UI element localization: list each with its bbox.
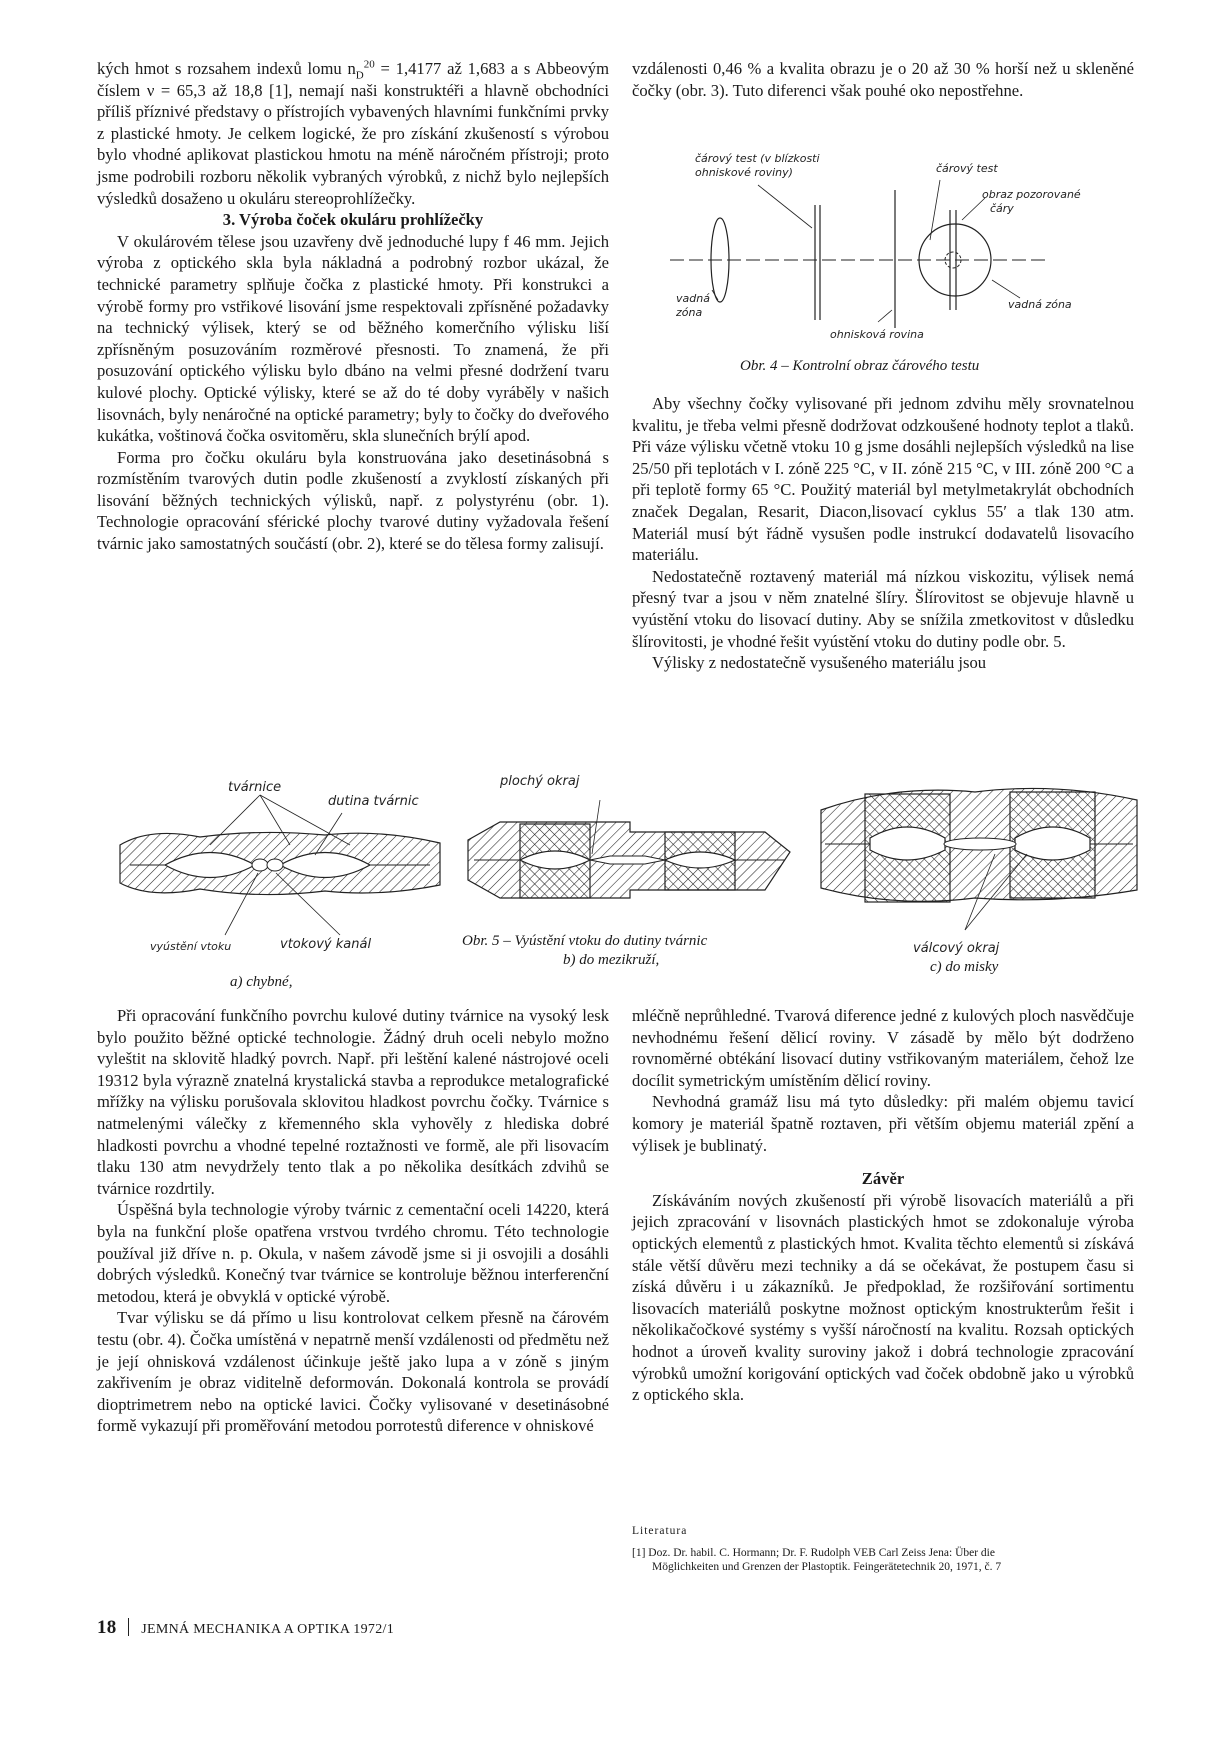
fig4-label-zone-left: vadná <box>676 292 710 305</box>
paragraph: vzdálenosti 0,46 % a kvalita obrazu je o 20 až 30 % horší než u skleněné čočky (obr. 3). Tuto diferenci však pouhé oko nepostřehne. <box>632 59 1134 100</box>
paragraph: Aby všechny čočky vylisované při jednom zdvihu měly srovnatelnou kvalitu, je třeba velmi přesně dodržovat odzkoušené hodnoty teplot a tlaků. Při váze výlisku včetně vtoku 10 g jsme dosáhli nejlepších výsledků na lise 25/50 při teplotách v I. zóně 225 °C, v II. zóně 215 °C, v III. zóně 200 °C a při teplotě formy 65 °C. Použitý materiál byl metylmetakrylát obchodních značek Degalan, Resarit, Diacon,lisovací cyklus 55′ a tlak 130 atm. Materiál musí být řádně vysušen podle instrukcí dodavatelů lisovacího materiálu. <box>632 394 1134 565</box>
page-number: 18 <box>97 1617 117 1638</box>
paragraph: Forma pro čočku okuláru byla konstruována jako desetinásobná s rozmístěním tvarových dutin podle zkušeností a zvyklostí získaných při lisování běžných technických výlisků, např. z polystyrénu (obr. 1). Technologie opracování sférické plochy tvarové dutiny vyžadovala řešení tvárnic jako samostatných součástí (obr. 2), které se do tělesa formy zalisují. <box>97 447 609 554</box>
reference-item-line2: Möglichkeiten und Grenzen der Plastoptik. Feingerätetechnik 20, 1971, č. 7 <box>652 1561 1002 1573</box>
fig5a-label-vyusteni: vyústění vtoku <box>150 940 232 953</box>
fig4-label-test-focus-2: ohniskové roviny) <box>695 166 793 179</box>
figure-5b-diagram <box>460 774 800 920</box>
paragraph: Při opracování funkčního povrchu kulové dutiny tvárnice na vysoký lesk bylo použito běžné optické technologie. Žádný druh oceli nebylo možno vyleštit na sklovitě hladký povrch. Např. při leštění kalené nástrojové oceli 19312 byla výrazně znatelná krystalická stavba a reprodukce metalografické mřížky na výlisku porušovala sklovitou hladkost povrchu čočky. Tvárnice s natmelenými válečky z křemenného skla vyhověly z hlediska dobré hladkosti povrchu a vhodné tepelné roztažnosti ve formě, ale při lisovacím tlaku 130 atm nevydržely tento tlak a po několika desítkách zdvihů se tvárnice rozdrtily. <box>97 1006 609 1198</box>
paragraph: Tvar výlisku se dá přímo u lisu kontrolovat celkem přesně na čárovém testu (obr. 4). Čočka umístěná v nepatrně menší vzdálenosti od předmětu než je její ohnisková vzdálenost účinkuje ještě jako lupa a v zóně s jiným zakřivením je obraz viditelně deformován. Dokonalá kontrola se provádí dioptrimetrem nebo na optické lavici. Čočky vylisované v desetinásobné formě vykazují při proměřování metodou porrotestů diference v ohniskové <box>97 1308 609 1436</box>
paragraph: Nedostatečně roztavený materiál má nízkou viskozitu, výlisek nemá přesný tvar a jsou v něm znatelné šlíry. Šlírovitost se objevuje hlavně u vyústění vtoku do lisovací dutiny. Aby se snížila zmetkovitost v důsledku šlírovitosti, je vhodné řešit vyústění vtoku do dutiny podle obr. 5. <box>632 566 1134 651</box>
references <box>632 1524 1142 1574</box>
figure-4-caption: Obr. 4 – Kontrolní obraz čárového testu <box>740 358 980 374</box>
paragraph: Získáváním nových zkušeností při výrobě lisovacích materiálů a při jejich zpracování v lisovnách plastických hmot se zdokonaluje výroba optických elementů z plastických hmot. Kvalita těchto elementů si získává stále větší důvěru mezi techniky a dá se očekávat, že postupem času si získá důvěru i u zákazníků. Je předpoklad, že rozšiřování sortimentu lisovacích materiálů poskytne možnost optickým knostrukterům řešit i několikačočkové systémy s vyšší náročností na kvalitu. Rozsah optických hodnot a úroveň kvality suroviny jakož i dobrá technologie zpracování výrobků umožní korigování optických vad čoček obdobně jako u výrobků z optického skla. <box>632 1190 1134 1405</box>
fig5c-label-valcovy: válcový okraj <box>913 941 1000 956</box>
section-heading: 3. Výroba čoček okuláru prohlížečky <box>222 210 484 230</box>
fig4-label-plane: ohnisková rovina <box>830 328 924 341</box>
figure-4-diagram <box>640 150 1081 350</box>
footer-divider <box>128 1618 129 1636</box>
paragraph: mléčně neprůhledné. Tvarová diference jedné z kulových ploch nasvědčuje nevhodnému řešení dělicí roviny. V zásadě by mělo být dodrženo rovnoměrné obtékání lisovací dutiny vstřikovaným materiálem, čehož lze docílit symetrickým umístěním dělicí roviny. <box>632 1006 1134 1090</box>
left-column-top <box>97 58 609 555</box>
left-column-bottom <box>97 1005 609 1437</box>
right-column-bottom <box>632 1005 1134 1406</box>
reference-item-line1: [1] Doz. Dr. habil. C. Hormann; Dr. F. Rudolph VEB Carl Zeiss Jena: Über die <box>632 1547 995 1559</box>
fig5b-label-plochy: plochý okraj <box>500 774 580 789</box>
right-column-top <box>632 58 1134 101</box>
fig5a-label-kanal: vtokový kanál <box>280 937 372 952</box>
figure-5c-diagram <box>815 770 1145 970</box>
figure-5a-caption: a) chybné, <box>230 974 293 990</box>
paragraph: Nevhodná gramáž lisu má tyto důsledky: při malém objemu tavicí komory je materiál špatně roztaven, při větším objemu materiál zpění a výlisek je bublinatý. <box>632 1092 1134 1155</box>
fig4-label-image: obraz pozorované <box>982 188 1081 201</box>
fig5a-label-tvarnice: tvárnice <box>228 780 282 795</box>
fig4-label-zone-left-2: zóna <box>676 306 703 319</box>
page-footer <box>97 1617 394 1639</box>
fig4-label-test: čárový test <box>936 162 998 175</box>
references-heading: Literatura <box>632 1525 688 1537</box>
paragraph: Výlisky z nedostatečně vysušeného materiálu jsou <box>652 653 987 673</box>
paragraph: kých hmot s rozsahem indexů lomu $n_D^{20} = 1,4177$ až 1,683 a s Abbeovým číslem ν = 65,3 až 18,8 [1], nemají naši konstruktéři a hlavně obchodníci příliš příznivé představy o přístrojích vybavených hlavními funkčními prvky z plastické hmoty. Je celkem logické, že pro získání zkušeností s výrobou bylo vhodné aplikovat plastickou hmotu na méně náročném přístroji; proto jsme podrobili rozboru několik vybraných výrobků, z nichž bylo nejlepších výsledků dosaženo u okuláru stereoprohlížečky. <box>97 58 609 208</box>
fig4-label-image-2: čáry <box>990 202 1014 215</box>
journal-name: JEMNÁ MECHANIKA A OPTIKA 1972/1 <box>141 1622 394 1637</box>
right-column-middle <box>632 393 1134 674</box>
figure-5-main-caption: Obr. 5 – Vyústění vtoku do dutiny tvárnic <box>462 933 708 949</box>
figure-5a-diagram <box>110 780 450 985</box>
fig5a-label-dutina: dutina tvárnic <box>328 794 419 809</box>
paragraph: V okulárovém tělese jsou uzavřeny dvě jednoduché lupy f 46 mm. Jejich výroba z optického skla byla nákladná a podrobný rozbor ukázal, že technické parametry splňuje čočka z plastické hmoty. Při konstrukci a výrobě formy pro vstřikové lisování jsme respektovali zpřísněné požadavky na technický výlisek, který se od běžného komerčního výlisku liší zpřísněným posuzováním rozměrové přesnosti. To znamená, že při posuzování optického výlisku bylo dbáno na velmi přesné dodržení tvaru kulové plochy. Optické výlisky, které se až do té doby vyráběly v našich lisovnách, byly nenáročné na optické parametry; byly to čočky do dveřového kukátka, voštinová čočka osvitoměru, skla slunečních brýlí apod. <box>97 231 609 446</box>
figure-5c-caption: c) do misky <box>930 959 999 975</box>
fig4-label-test-focus: čárový test (v blízkosti <box>695 152 820 165</box>
section-heading-zaver: Závěr <box>861 1169 905 1189</box>
figure-5b-caption: b) do mezikruží, <box>563 952 660 968</box>
fig4-label-zone-right: vadná zóna <box>1008 298 1072 311</box>
paragraph: Úspěšná byla technologie výroby tvárnic z cementační oceli 14220, která byla na funkční ploše opatřena vrstvou tvrdého chromu. Této technologie používal již dříve n. p. Okula, v našem závodě jsme si ji osvojili a dosáhli dobrých výsledků. Konečný tvar tvárnice se kontroluje běžnou interferenční metodou, která je obvyklá v optické výrobě. <box>97 1200 609 1306</box>
